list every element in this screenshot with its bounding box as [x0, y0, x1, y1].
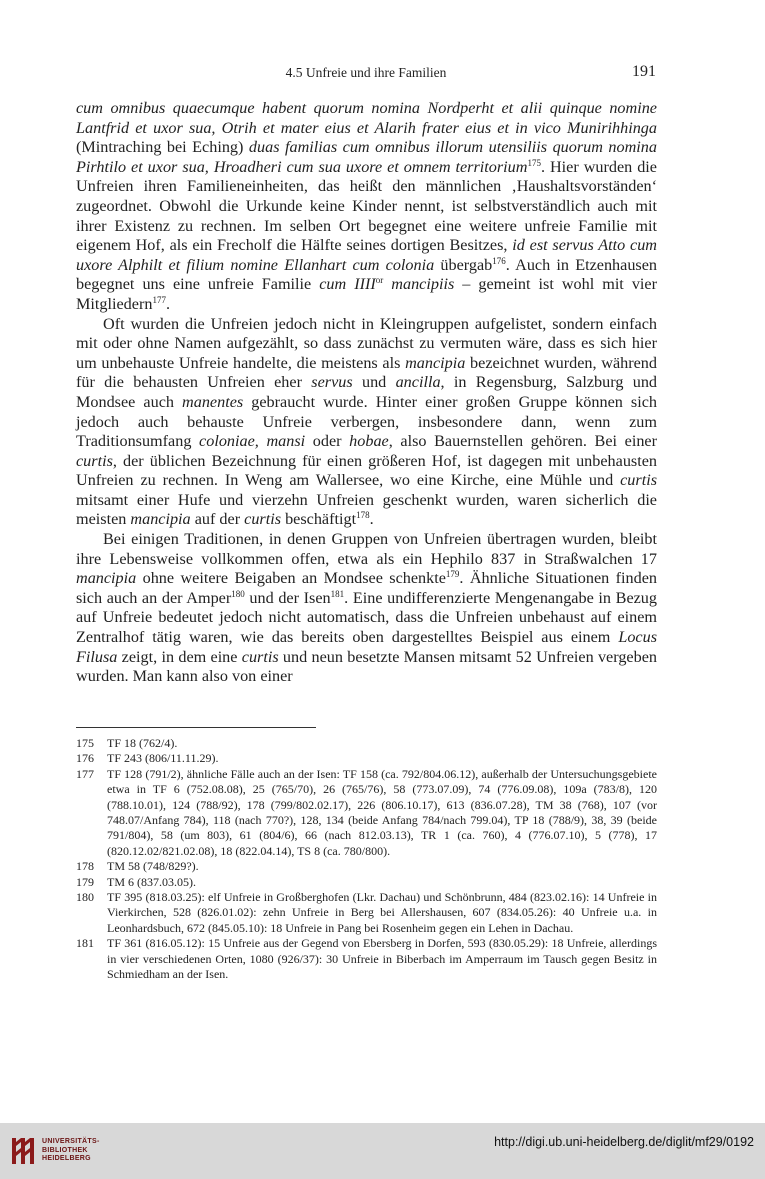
text-run: . Hier wurden die Unfreien ihren Familieneinheiten, das heißt den männlichen ‚Haushaltsvorständen‘ zugeordnet. Obwohl die Urkunde keine Kinder nennt, ist selbstverständlich auch mit ihrer Existenz zu rechnen. Im selben Ort begegnet eine weitere unfreie Familie mit eigenem Hof, als ein Frecholf die Hälfte seines dortigen Besitzes, — [76, 157, 657, 255]
latin-quote: servus — [311, 373, 353, 392]
latin-quote: Locus Filusa — [76, 628, 657, 666]
text-run: (Mintraching bei Eching) — [76, 138, 249, 157]
footnote-ref[interactable]: 175 — [527, 157, 541, 168]
text-run: . Auch in Etzenhausen begegnet uns eine unfreie Familie — [76, 255, 658, 294]
permalink-url[interactable]: http://digi.ub.uni-heidelberg.de/diglit/mf29/0192 — [494, 1135, 754, 1149]
ub-heidelberg-logo-icon — [10, 1136, 36, 1166]
text-run: – gemeint ist wohl mit vier Mitgliedern — [76, 275, 657, 313]
footnote-ref[interactable]: 176 — [492, 255, 506, 266]
latin-quote: mancipia — [76, 569, 137, 588]
text-run: übergab — [434, 255, 493, 274]
latin-quote: ancilla — [395, 373, 441, 392]
library-name[interactable] — [42, 1138, 100, 1164]
text-run: bezeichnet wurden, während für die behausten Unfreien eher — [76, 353, 657, 392]
paragraph-2 — [76, 315, 657, 531]
footnote — [76, 875, 657, 890]
latin-quote: curtis — [620, 471, 657, 490]
text-run: . — [369, 510, 374, 529]
footnote-number: 177 — [76, 766, 94, 781]
text-run: Bei einigen Traditionen, in denen Gruppen von Unfreien übertragen wurden, bleibt ihre Lebensweise vollkommen offen, etwa als ein Hephilo 837 in Straßwalchen 17 — [76, 530, 657, 568]
footnote-text: TF 18 (762/4). — [107, 736, 178, 750]
footnote-separator — [76, 727, 316, 728]
text-run: und — [352, 373, 396, 392]
latin-quote: hobae — [349, 432, 389, 451]
footnote-text: TF 243 (806/11.11.29). — [107, 751, 219, 766]
footnote-number: 176 — [76, 751, 94, 766]
footnote-number: 175 — [76, 736, 94, 750]
latin-quote: mancipia — [130, 510, 191, 529]
footnote-number: 179 — [76, 874, 94, 889]
footnote — [76, 859, 657, 874]
latin-quote: cum IIII — [319, 275, 376, 294]
footnotes — [76, 736, 657, 983]
library-name-line: UNIVERSITÄTS- — [42, 1138, 100, 1145]
footnote — [76, 767, 657, 859]
footnote-ref[interactable]: 180 — [231, 588, 245, 599]
footnote-ref[interactable]: or — [375, 275, 384, 286]
footnote-text: TM 58 (748/829?). — [107, 859, 199, 874]
footnote-ref[interactable]: 181 — [330, 588, 345, 599]
footnote-ref[interactable]: 179 — [445, 569, 460, 580]
latin-quote: mancipia — [405, 353, 466, 372]
library-name-line: HEIDELBERG — [42, 1155, 91, 1162]
text-run: gebraucht wurde. Hinter einer großen Gruppe können sich jedoch auch behauste Unfreie verbergen, insbesondere dann, wenn zum Traditionsumfang — [76, 392, 657, 451]
footnote — [76, 890, 657, 936]
latin-quote: id est servus Atto cum uxore Alphilt et filium nomine Ellanhart cum colonia — [76, 236, 657, 274]
text-run: beschäftigt — [281, 510, 357, 529]
text-run: , in Regensburg, Salzburg und Mondsee auch — [76, 373, 658, 411]
footnote-ref[interactable]: 177 — [152, 294, 166, 305]
footnote-number: 178 — [76, 859, 94, 874]
text-run: . Ähnliche Situationen finden sich auch an der Amper — [76, 569, 657, 607]
latin-quote: curtis — [244, 510, 282, 529]
page-number: 191 — [632, 63, 656, 80]
text-run: und neun besetzte Mansen mitsamt 52 Unfreien vergeben wurden. Man kann also von einer — [76, 647, 657, 686]
library-name-line: BIBLIOTHEK — [42, 1146, 88, 1154]
text-run: , also Bauernstellen gehören. Bei einer — [388, 432, 658, 451]
footnote — [76, 751, 657, 766]
running-head-title: 4.5 Unfreie und ihre Familien — [285, 65, 447, 80]
latin-quote: manentes — [182, 392, 244, 411]
footnote-text: TF 395 (818.03.25): elf Unfreie in Großberghofen (Lkr. Dachau) und Schönbrunn, 484 (823.02.16): 14 Unfreie in Vierkirchen, 528 (826.01.02): zehn Unfreie in Berg bei Allershausen, 607 (834.05.26): 40 Unfreie u.a. in Leonhardsbuch, 672 (845.05.10): 18 Unfreie in Pang bei Rosenheim gegen ein Lehen in Dachau. — [107, 890, 657, 935]
latin-quote: curtis — [76, 451, 113, 470]
text-run: mitsamt einer Hufe und vierzehn Unfreien geschenkt wurden, waren sicherlich die meisten — [76, 490, 657, 529]
text-run: und der Isen — [244, 588, 331, 607]
paragraph-3 — [76, 530, 657, 687]
footnote — [76, 736, 657, 751]
latin-quote: mancipiis — [383, 275, 455, 294]
footnote-text: TM 6 (837.03.05). — [107, 874, 196, 889]
text-run: Oft wurden die Unfreien jedoch nicht in Kleingruppen aufgelistet, sondern einfach mit oder ohne Namen aufgezählt, so dass zunächst zu vermuten wäre, dass es sich hier um unbehauste Unfreie handelte, die meistens als — [76, 314, 657, 372]
viewer-footer — [0, 1123, 765, 1179]
text-run: . — [165, 294, 170, 313]
body-text — [76, 99, 657, 687]
latin-quote: curtis — [241, 647, 279, 666]
text-run: ohne weitere Beigaben an Mondsee schenkte — [136, 569, 446, 588]
latin-quote: cum omnibus quaecumque habent quorum nomina Nordperht et alii quinque nomine Lantfrid et uxor sua, Otrih et mater eius et Alarih frater eius et in vico Munirihhinga — [76, 99, 657, 137]
text-run: auf der — [190, 510, 245, 529]
paragraph-1 — [76, 99, 657, 315]
text-run: zeigt, in dem eine — [117, 647, 242, 666]
running-head — [76, 63, 656, 83]
footnote-number: 181 — [76, 936, 94, 951]
footnote-text: TF 361 (816.05.12): 15 Unfreie aus der Gegend von Ebersberg in Dorfen, 593 (830.05.29): 18 Unfreie, allerdings in vier verschiedenen Orten, 1080 (926/37): 30 Unfreie in Biberbach im Amperraum im Tausch gegen Besitz in Schmiedham an der Isen. — [107, 936, 657, 982]
latin-quote: coloniae, mansi — [199, 432, 306, 451]
footnote-ref[interactable]: 178 — [356, 510, 370, 521]
footnote-text: TF 128 (791/2), ähnliche Fälle auch an der Isen: TF 158 (ca. 792/804.06.12), außerhalb der Untersuchungsgebiete etwa in TF 6 (752.08.08), 25 (765/70), 26 (765/76), 58 (773.07.09), 74 (776.09.08), 109a (783/8), 120 (788.10.01), 124 (788/92), 178 (799/802.02.17), 226 (806.10.17), 613 (836.07.28), TM 38 (768), 107 (vor 748.07/Anfang 784), 118 (nach 770?), 128, 134 (beide Anfang 784/nach 799.04), TP 18 (788/9), 38, 39 (beide 791/804), 58 (um 803), 61 (804/6), 66 (nach 812.03.13), TR 1 (ca. 760), 4 (776.07.10), 5 (778), 17 (820.12.02/821.02.08), 18 (822.04.14), TS 8 (ca. 780/800). — [107, 766, 657, 858]
text-run: . Eine undifferenzierte Mengenangabe in Bezug auf Unfreie bedeutet jedoch nicht automatisch, dass die Unfreien unbehaust auf einem Zentralhof tätig waren, wie das bereits oben dargestelltes Beispiel aus einem — [76, 588, 657, 647]
text-run: oder — [305, 432, 350, 451]
footnote-number: 180 — [76, 890, 94, 905]
footnote — [76, 936, 657, 982]
latin-quote: duas familias cum omnibus illorum utensiliis quorum nomina Pirhtilo et uxor sua, Hroadheri cum sua uxore et omnem territorium — [76, 138, 657, 176]
text-run: , der üblichen Bezeichnung für einen größeren Hof, ist dagegen mit unbehausten Unfreien zu rechnen. In Weng am Wallersee, wo eine Kirche, eine Mühle und — [76, 451, 657, 490]
